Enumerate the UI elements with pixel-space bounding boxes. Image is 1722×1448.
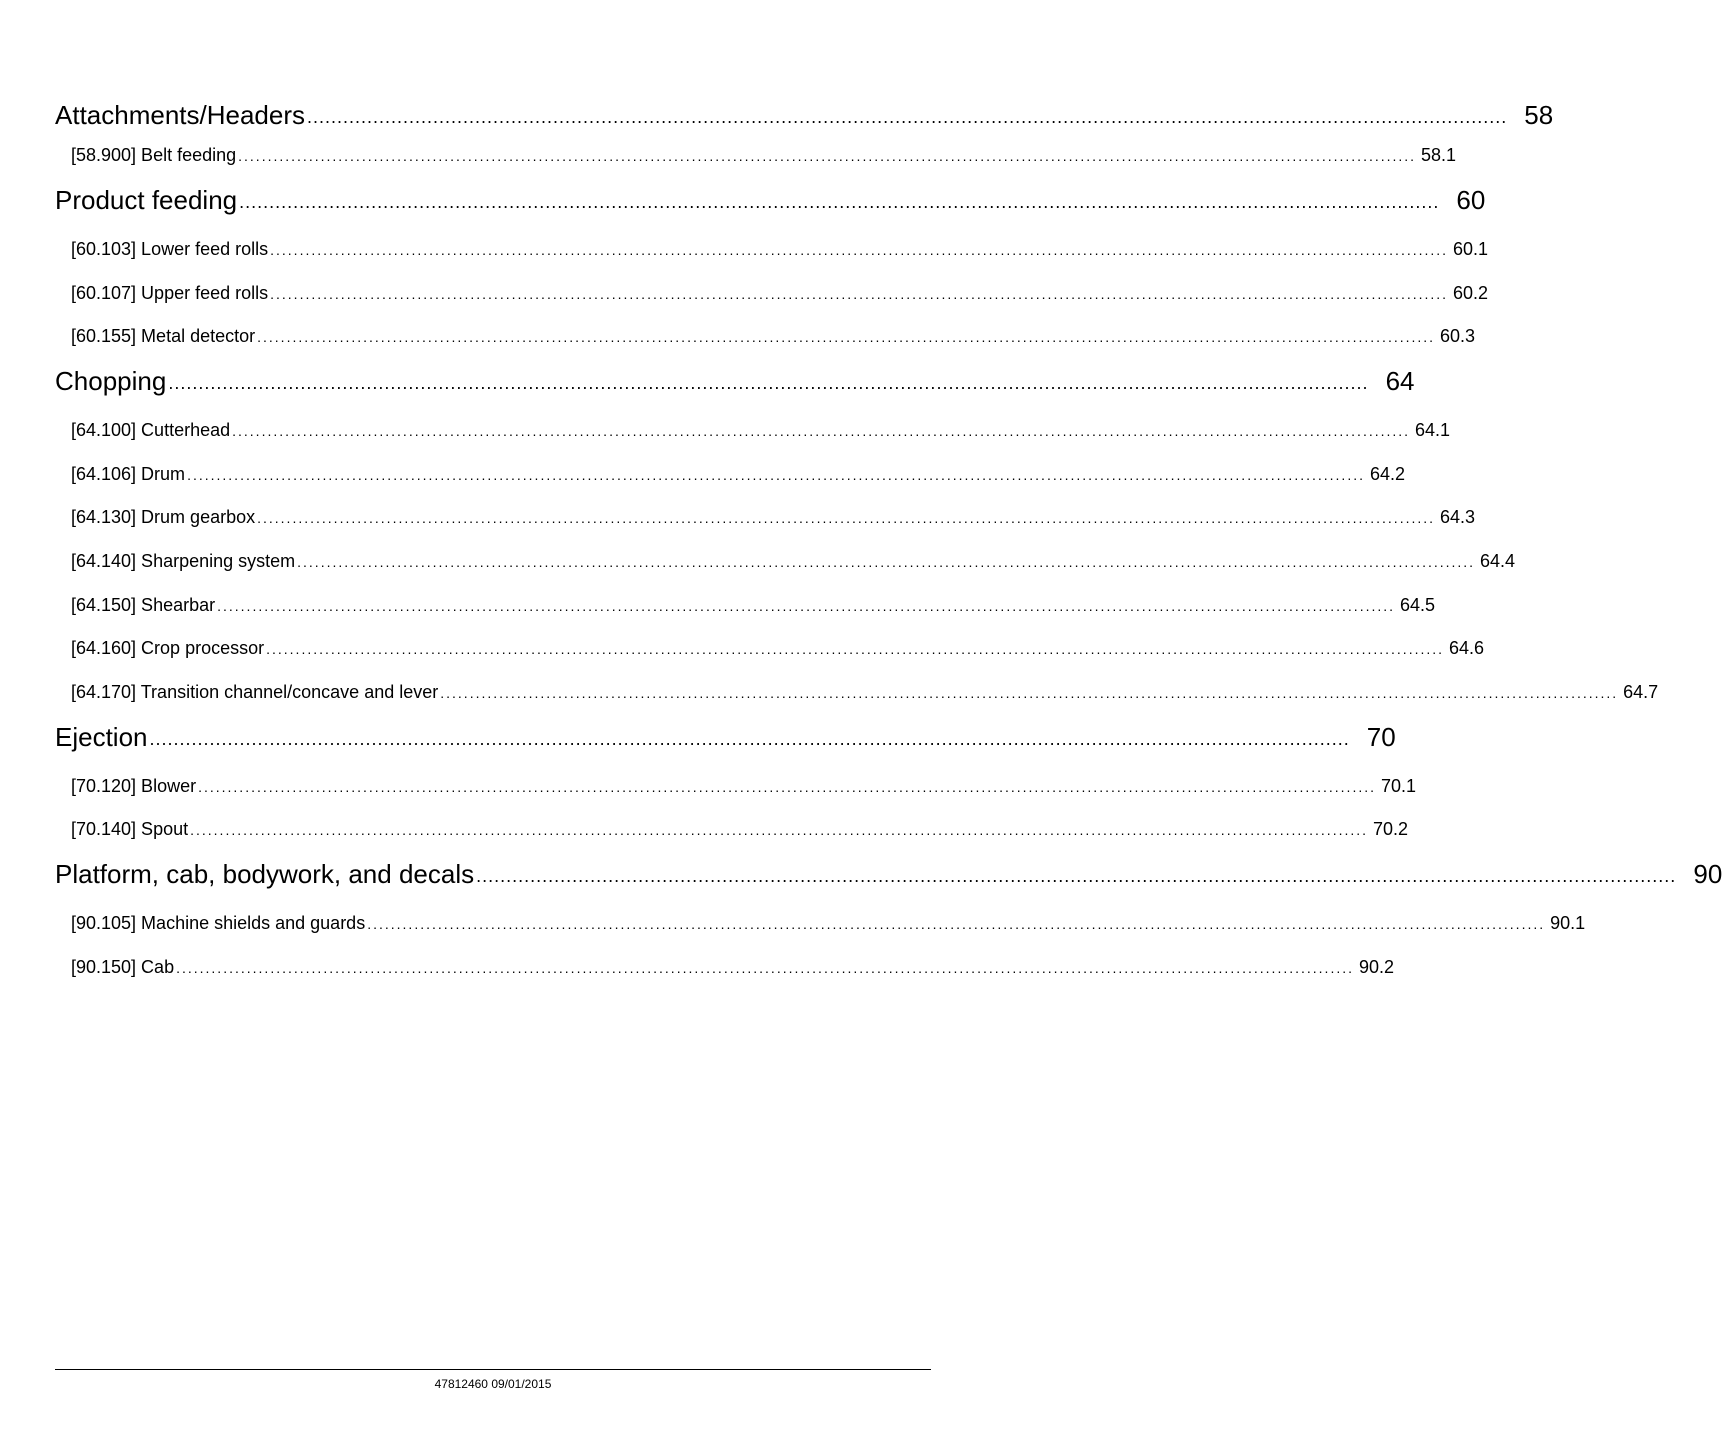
section-page-number: 90 xyxy=(1693,859,1722,890)
toc-section-heading[interactable] xyxy=(55,84,1554,130)
toc-entry[interactable] xyxy=(71,616,1485,660)
dot-leader: ........................................................................................................................................................................................................ xyxy=(238,148,1417,164)
toc-section xyxy=(55,703,1417,841)
entry-page-number: 64.6 xyxy=(1449,638,1485,659)
dot-leader: ........................................................................................................................................................................................................ xyxy=(232,423,1411,440)
dot-leader: ........................................................................................................................................................................................................ xyxy=(176,959,1355,976)
dot-leader: ........................................................................................................................................................................................................ xyxy=(476,866,1677,887)
dot-leader: ........................................................................................................................................................................................................ xyxy=(149,728,1350,749)
toc-entry[interactable] xyxy=(71,752,1417,797)
section-title: Ejection xyxy=(55,721,148,752)
entry-page-number: 90.2 xyxy=(1358,956,1395,977)
toc-section-heading[interactable] xyxy=(55,703,1396,752)
entry-page-number: 64.4 xyxy=(1480,550,1516,571)
entry-title: [60.103] Lower feed rolls xyxy=(71,239,269,259)
dot-leader: ........................................................................................................................................................................................................ xyxy=(217,597,1396,614)
dot-leader: ........................................................................................................................................................................................................ xyxy=(257,510,1436,527)
dot-leader: ........................................................................................................................................................................................................ xyxy=(270,285,1449,302)
entry-page-number: 64.7 xyxy=(1623,681,1659,702)
section-title: Attachments/Headers xyxy=(55,100,306,130)
dot-leader: ........................................................................................................................................................................................................ xyxy=(198,778,1377,795)
dot-leader: ........................................................................................................................................................................................................ xyxy=(367,916,1546,933)
toc-section xyxy=(55,166,1489,347)
toc-entry[interactable] xyxy=(71,304,1476,348)
entry-page-number: 60.2 xyxy=(1453,282,1489,303)
toc-entry[interactable] xyxy=(71,889,1586,934)
entry-title: [60.107] Upper feed rolls xyxy=(71,282,269,303)
dot-leader: ........................................................................................................................................................................................................ xyxy=(297,553,1476,570)
toc-entry[interactable] xyxy=(71,396,1451,441)
section-page-number: 60 xyxy=(1456,185,1486,215)
toc-entry[interactable] xyxy=(71,528,1516,572)
section-page-number: 70 xyxy=(1366,721,1396,752)
entry-title: [64.160] Crop processor xyxy=(71,638,265,659)
entry-page-number: 60.3 xyxy=(1440,326,1476,347)
toc-entry[interactable] xyxy=(71,260,1489,304)
toc-items xyxy=(55,752,1417,841)
dot-leader: ........................................................................................................................................................................................................ xyxy=(266,641,1445,658)
entry-title: [70.140] Spout xyxy=(71,819,189,840)
toc-entry[interactable] xyxy=(71,130,1457,166)
entry-page-number: 64.2 xyxy=(1369,463,1405,484)
toc-items xyxy=(55,396,1659,703)
entry-title: [90.150] Cab xyxy=(71,956,175,977)
toc-entry[interactable] xyxy=(71,572,1436,616)
dot-leader: ........................................................................................................................................................................................................ xyxy=(307,107,1508,127)
section-title: Product feeding xyxy=(55,185,238,215)
toc-section xyxy=(55,347,1659,703)
toc-section-heading[interactable] xyxy=(55,840,1722,890)
entry-title: [64.100] Cutterhead xyxy=(71,420,231,441)
entry-page-number: 60.1 xyxy=(1453,239,1489,259)
entry-page-number: 70.1 xyxy=(1380,775,1417,796)
section-page-number: 58 xyxy=(1524,100,1554,130)
toc-entry[interactable] xyxy=(71,659,1659,703)
toc-section xyxy=(55,84,1554,166)
section-page-number: 64 xyxy=(1385,366,1415,397)
entry-page-number: 64.3 xyxy=(1440,507,1476,528)
entry-page-number: 90.1 xyxy=(1550,913,1586,934)
toc-items xyxy=(55,130,1457,166)
toc-entry[interactable] xyxy=(71,485,1476,529)
entry-title: [64.130] Drum gearbox xyxy=(71,507,256,528)
toc-items xyxy=(55,215,1489,347)
section-title: Platform, cab, bodywork, and decals xyxy=(55,859,475,890)
section-title: Chopping xyxy=(55,366,167,397)
entry-title: [60.155] Metal detector xyxy=(71,326,256,347)
footer-divider xyxy=(55,1369,931,1370)
toc-entry[interactable] xyxy=(71,215,1489,260)
dot-leader: ........................................................................................................................................................................................................ xyxy=(190,822,1369,839)
dot-leader: ........................................................................................................................................................................................................ xyxy=(257,329,1436,346)
dot-leader: ........................................................................................................................................................................................................ xyxy=(168,373,1369,394)
entry-title: [90.105] Machine shields and guards xyxy=(71,913,366,934)
entry-title: [64.140] Sharpening system xyxy=(71,550,296,571)
entry-title: [70.120] Blower xyxy=(71,775,197,796)
entry-title: [64.170] Transition channel/concave and lever xyxy=(71,681,439,702)
entry-title: [64.106] Drum xyxy=(71,463,186,484)
dot-leader: ........................................................................................................................................................................................................ xyxy=(270,242,1449,258)
entry-page-number: 64.1 xyxy=(1415,420,1451,441)
footer-document-number: 47812460 09/01/2015 xyxy=(434,1377,552,1391)
toc-section-heading[interactable] xyxy=(55,166,1486,215)
dot-leader: ........................................................................................................................................................................................................ xyxy=(239,192,1440,212)
entry-page-number: 70.2 xyxy=(1373,819,1409,840)
table-of-contents xyxy=(55,84,1722,978)
entry-page-number: 64.5 xyxy=(1400,594,1436,615)
toc-entry[interactable] xyxy=(71,934,1395,978)
toc-section-heading[interactable] xyxy=(55,347,1415,397)
entry-page-number: 58.1 xyxy=(1421,145,1457,165)
entry-title: [58.900] Belt feeding xyxy=(71,145,237,165)
toc-section xyxy=(55,840,1722,978)
dot-leader: ........................................................................................................................................................................................................ xyxy=(440,684,1619,701)
dot-leader: ........................................................................................................................................................................................................ xyxy=(187,466,1365,483)
entry-title: [64.150] Shearbar xyxy=(71,594,216,615)
toc-entry[interactable] xyxy=(71,441,1405,485)
toc-entry[interactable] xyxy=(71,797,1409,841)
toc-items xyxy=(55,889,1586,978)
